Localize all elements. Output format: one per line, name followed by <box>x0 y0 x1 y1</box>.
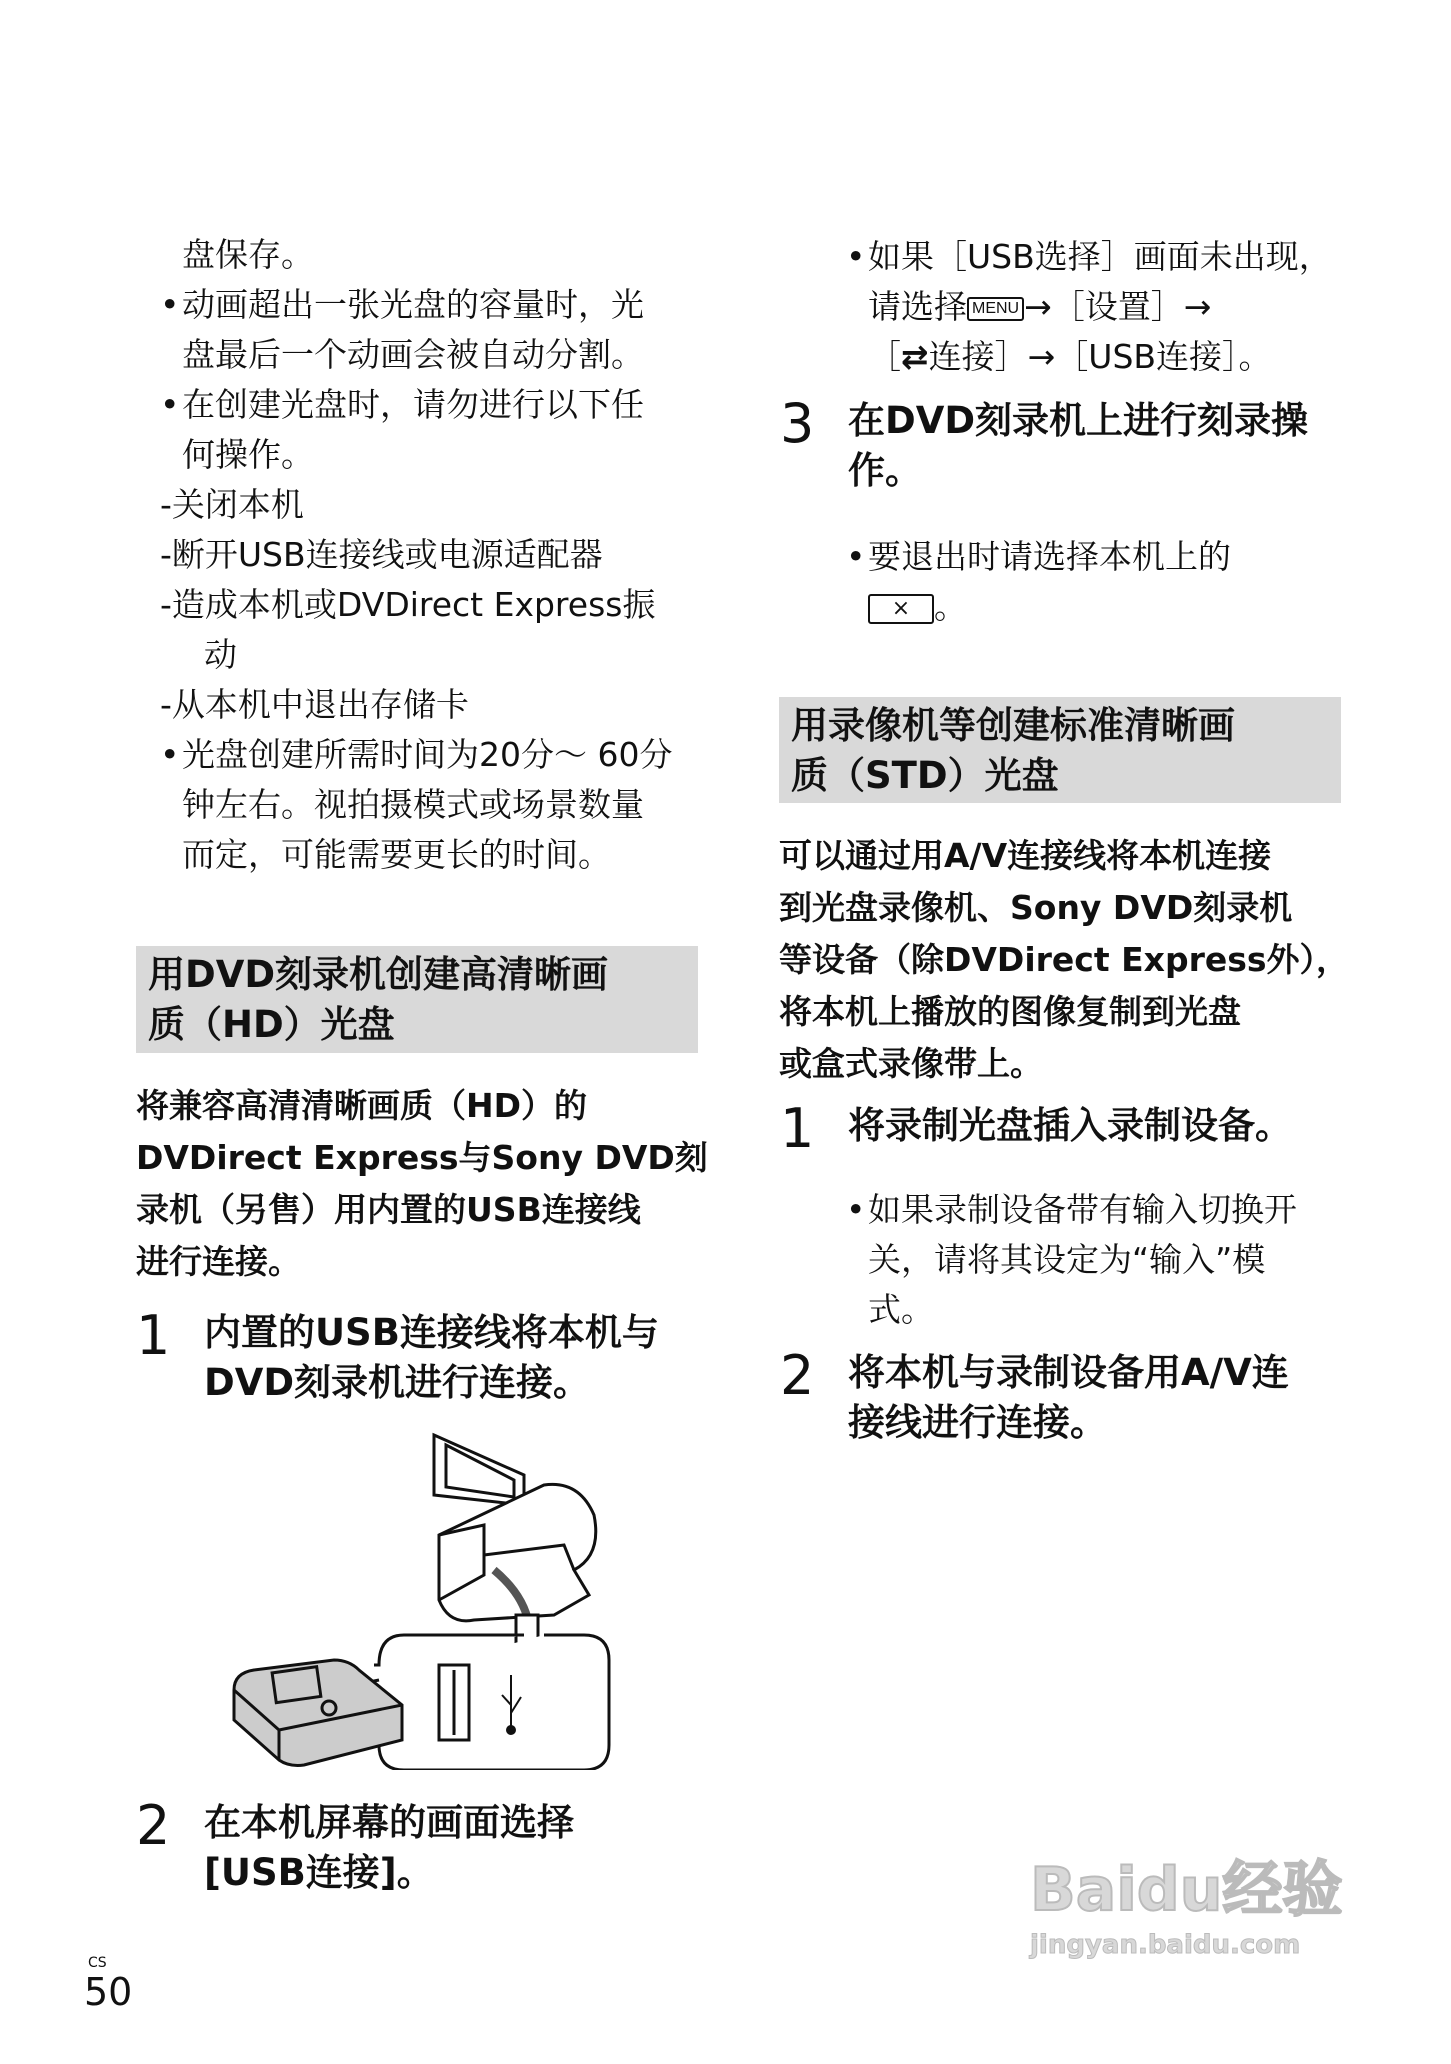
camcorder-icon <box>434 1435 596 1625</box>
list-line: 动 <box>204 635 237 674</box>
list-line: -从本机中退出存储卡 <box>160 685 469 724</box>
bullet-text: ［⇄连接］→［USB连接］。 <box>868 337 1272 376</box>
intro-line: 等设备（除DVDirect Express外）， <box>779 940 1350 979</box>
bullet-text: • 如果［USB选择］画面未出现， <box>846 232 1332 282</box>
list-line: 盘最后一个动画会被自动分割。 <box>182 335 644 374</box>
section-heading-std <box>779 697 1341 803</box>
bullet-text: 请选择 MENU →［设置］→ <box>868 287 1212 326</box>
list-line: • 动画超出一张光盘的容量时，光 <box>160 280 672 330</box>
list-line: -关闭本机 <box>160 485 304 524</box>
intro-line: 将本机上播放的图像复制到光盘 <box>779 992 1241 1031</box>
intro-line: 录机（另售）用内置的USB连接线 <box>136 1190 641 1229</box>
heading-line: 质（HD）光盘 <box>148 1003 395 1046</box>
menu-button-icon: MENU <box>967 297 1024 321</box>
step-number: 1 <box>780 1097 815 1160</box>
intro-line: DVDirect Express与Sony DVD刻 <box>136 1138 708 1177</box>
intro-line: 可以通过用A/V连接线将本机连接 <box>779 836 1272 875</box>
list-line: 何操作。 <box>182 435 314 474</box>
list-line: 盘保存。 <box>182 235 314 274</box>
list-line: 钟左右。视拍摄模式或场景数量 <box>182 785 644 824</box>
section-heading-hd <box>136 946 698 1053</box>
bullet-text: × 。 <box>846 582 1231 632</box>
step-text: 内置的USB连接线将本机与 <box>204 1311 659 1354</box>
list-line: -造成本机或DVDirect Express振 <box>160 585 656 624</box>
intro-line: 进行连接。 <box>136 1242 301 1281</box>
usb-connection-illustration <box>224 1425 614 1770</box>
step-number: 1 <box>136 1304 171 1367</box>
intro-line: 到光盘录像机、Sony DVD刻录机 <box>779 888 1293 927</box>
bullet-text: 式。 <box>868 1290 934 1329</box>
step-number: 3 <box>780 392 815 455</box>
std-intro <box>779 830 1349 1090</box>
step-number: 2 <box>136 1794 171 1857</box>
list-line: 而定，可能需要更长的时间。 <box>182 835 611 874</box>
bullet-text: 关，请将其设定为“输入”模 <box>868 1240 1266 1279</box>
bullet-text: • 要退出时请选择本机上的 <box>846 532 1231 582</box>
step-text: 作。 <box>848 449 922 492</box>
step-text: [USB连接]。 <box>204 1851 434 1894</box>
hd-intro <box>136 1080 708 1288</box>
input-switch-bullet <box>846 1185 1297 1335</box>
step-text: 将本机与录制设备用A/V连 <box>848 1351 1289 1394</box>
step-text: 在DVD刻录机上进行刻录操 <box>848 399 1309 442</box>
heading-line: 用DVD刻录机创建高清晰画 <box>148 953 609 996</box>
close-button-icon: × <box>868 594 934 624</box>
usb-select-bullet <box>846 232 1332 382</box>
step-number: 2 <box>780 1344 815 1407</box>
heading-line: 用录像机等创建标准清晰画 <box>791 704 1235 747</box>
connection-arrows-icon: ⇄ <box>901 337 929 376</box>
step-text: 在本机屏幕的画面选择 <box>204 1801 574 1844</box>
intro-line: 将兼容高清清晰画质（HD）的 <box>136 1086 588 1125</box>
step-text: 将录制光盘插入录制设备。 <box>848 1104 1292 1147</box>
language-code: CS <box>88 1955 107 1971</box>
bullet-text: • 如果录制设备带有输入切换开 <box>846 1185 1297 1235</box>
exit-bullet <box>846 532 1231 632</box>
list-line: • 在创建光盘时，请勿进行以下任 <box>160 380 672 430</box>
baidu-watermark: Baidu经验 jingyan.baidu.com <box>1030 1855 1343 1960</box>
step-text: 接线进行连接。 <box>848 1401 1107 1444</box>
list-line: • 光盘创建所需时间为20分～ 60分 <box>160 730 672 780</box>
heading-line: 质（STD）光盘 <box>791 754 1059 797</box>
step-text: DVD刻录机进行连接。 <box>204 1361 591 1404</box>
dvd-burner-icon <box>234 1660 402 1765</box>
list-line: -断开USB连接线或电源适配器 <box>160 535 603 574</box>
left-top-list <box>160 230 672 880</box>
intro-line: 或盒式录像带上。 <box>779 1044 1043 1083</box>
page-number: 50 <box>84 1970 133 2014</box>
